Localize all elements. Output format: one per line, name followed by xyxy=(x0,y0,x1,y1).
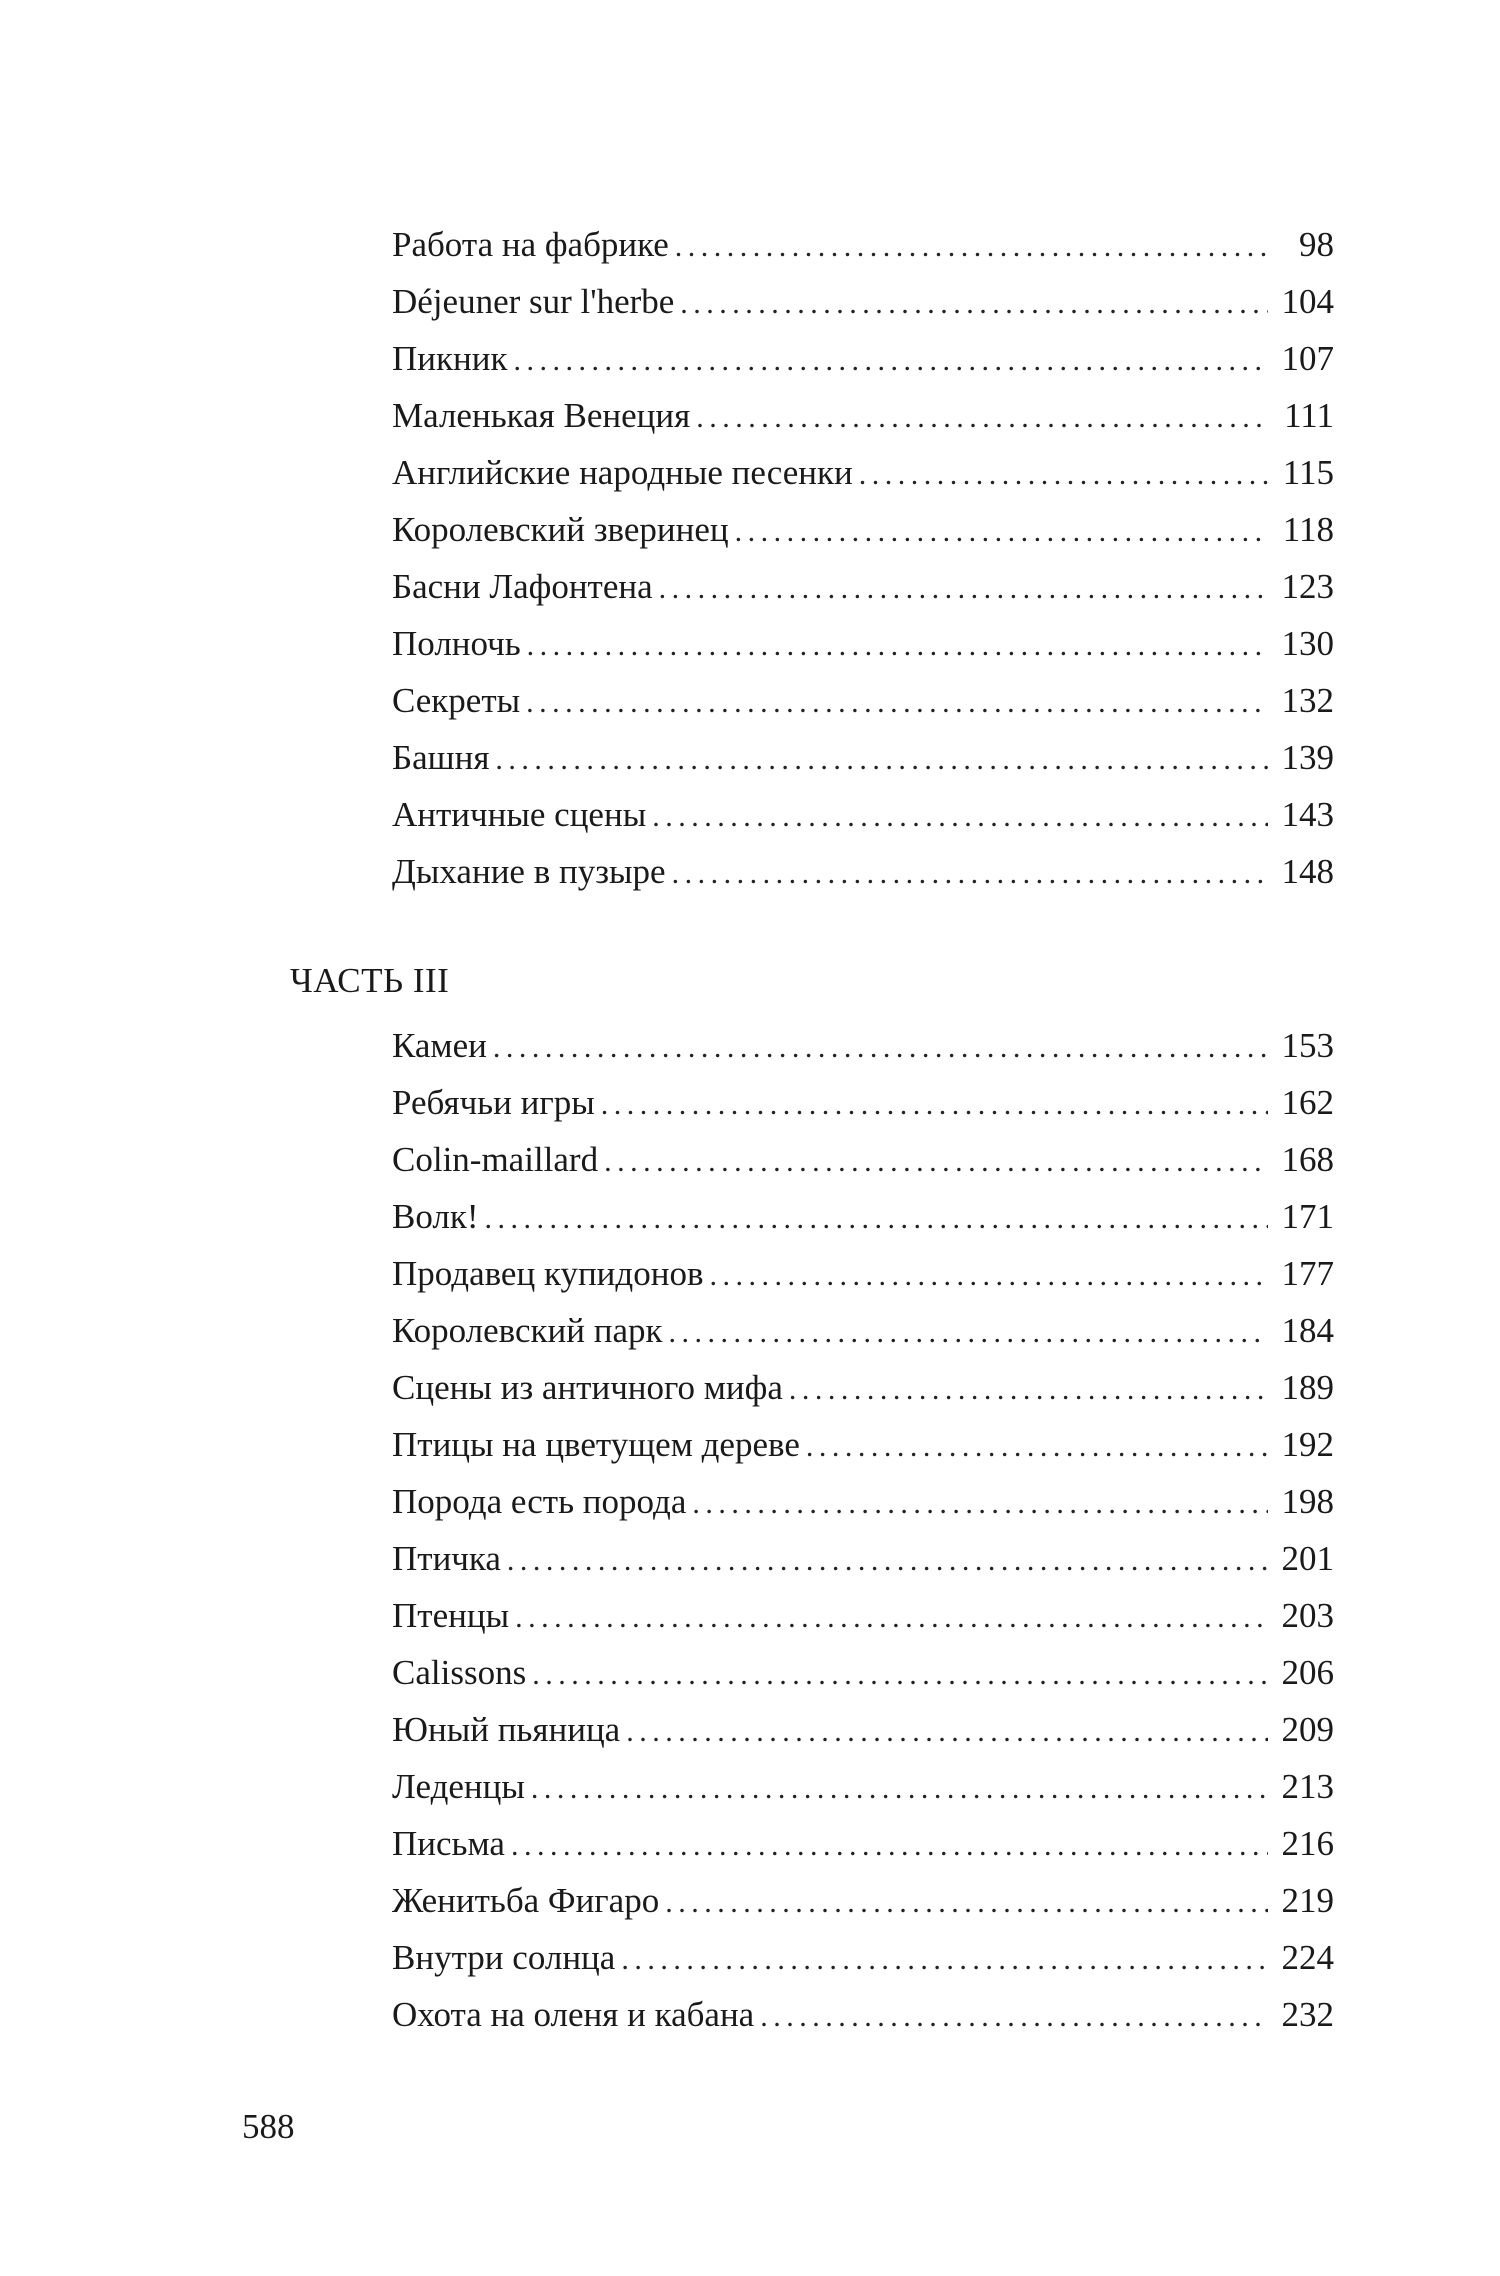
toc-entry xyxy=(392,1815,1334,1872)
dot-leader xyxy=(760,1988,1268,2045)
toc-entry xyxy=(392,1416,1334,1473)
toc-entry-title: Леденцы xyxy=(392,1767,525,1806)
toc-entry xyxy=(392,1131,1334,1188)
toc-entry-title: Птицы на цветущем дереве xyxy=(392,1425,800,1464)
toc-entry-page: 107 xyxy=(1281,339,1334,378)
dot-leader xyxy=(735,503,1268,560)
toc-entry-title: Продавец купидонов xyxy=(392,1254,704,1293)
dot-leader xyxy=(668,1304,1268,1361)
toc-entry-page: 219 xyxy=(1281,1881,1334,1920)
dot-leader xyxy=(859,446,1268,503)
dot-leader xyxy=(709,1247,1268,1304)
toc-entry xyxy=(392,1929,1334,1986)
toc-entry xyxy=(392,1074,1334,1131)
dot-leader xyxy=(621,1931,1268,1988)
toc-entry-page: 203 xyxy=(1281,1596,1334,1635)
toc-entry-page: 171 xyxy=(1281,1197,1334,1236)
toc-entry xyxy=(392,1872,1334,1929)
toc-entry xyxy=(392,216,1334,273)
toc-entry-page: 232 xyxy=(1281,1995,1334,2034)
toc-entry-title: Королевский зверинец xyxy=(392,510,729,549)
dot-leader xyxy=(675,218,1268,275)
toc-entry-title: Colin-maillard xyxy=(392,1140,599,1179)
toc-entry xyxy=(392,1359,1334,1416)
dot-leader xyxy=(672,845,1268,902)
toc-entry-page: 198 xyxy=(1281,1482,1334,1521)
toc-entry xyxy=(392,786,1334,843)
toc-entry-title: Английские народные песенки xyxy=(392,453,853,492)
dot-leader xyxy=(485,1190,1268,1247)
toc-entry xyxy=(392,615,1334,672)
toc-list-part-ii xyxy=(392,216,1334,900)
toc-entry-title: Женитьба Фигаро xyxy=(392,1881,660,1920)
toc-entry-page: 148 xyxy=(1281,852,1334,891)
dot-leader xyxy=(692,1475,1268,1532)
toc-entry-title: Déjeuner sur l'herbe xyxy=(392,282,675,321)
toc-entry-title: Камеи xyxy=(392,1026,487,1065)
toc-entry-title: Порода есть порода xyxy=(392,1482,687,1521)
toc-entry xyxy=(392,843,1334,900)
dot-leader xyxy=(515,1589,1268,1646)
toc-entry-title: Внутри солнца xyxy=(392,1938,616,1977)
toc-entry xyxy=(392,1644,1334,1701)
toc-entry xyxy=(392,672,1334,729)
page-number: 588 xyxy=(242,2107,295,2146)
toc-entry xyxy=(392,444,1334,501)
toc-entry xyxy=(392,1188,1334,1245)
toc-entry xyxy=(392,501,1334,558)
dot-leader xyxy=(511,1817,1268,1874)
dot-leader xyxy=(652,788,1268,845)
toc-entry-page: 177 xyxy=(1281,1254,1334,1293)
toc-entry-page: 118 xyxy=(1282,510,1334,549)
toc-entry-title: Маленькая Венеция xyxy=(392,396,691,435)
toc-entry-title: Охота на оленя и кабана xyxy=(392,1995,755,2034)
toc-entry-title: Басни Лафонтена xyxy=(392,567,653,606)
toc-list-part-iii xyxy=(392,1017,1334,2043)
toc-entry-title: Calissons xyxy=(392,1653,527,1692)
toc-entry-title: Башня xyxy=(392,738,490,777)
dot-leader xyxy=(665,1874,1268,1931)
part-heading: ЧАСТЬ III xyxy=(290,961,450,1000)
toc-entry-page: 216 xyxy=(1281,1824,1334,1863)
toc-entry-page: 209 xyxy=(1281,1710,1334,1749)
toc-entry xyxy=(392,558,1334,615)
dot-leader xyxy=(806,1418,1268,1475)
toc-entry-page: 130 xyxy=(1281,624,1334,663)
toc-entry-page: 143 xyxy=(1281,795,1334,834)
toc-entry-title: Полночь xyxy=(392,624,521,663)
toc-entry xyxy=(392,387,1334,444)
toc-entry-title: Секреты xyxy=(392,681,521,720)
toc-entry-title: Дыхание в пузыре xyxy=(392,852,666,891)
toc-entry-page: 213 xyxy=(1281,1767,1334,1806)
dot-leader xyxy=(532,1646,1268,1703)
dot-leader xyxy=(495,731,1268,788)
toc-entry-page: 162 xyxy=(1281,1083,1334,1122)
dot-leader xyxy=(680,275,1268,332)
toc-entry-page: 115 xyxy=(1282,453,1334,492)
dot-leader xyxy=(604,1133,1268,1190)
toc-entry xyxy=(392,1245,1334,1302)
toc-entry-page: 201 xyxy=(1281,1539,1334,1578)
toc-entry-page: 184 xyxy=(1281,1311,1334,1350)
dot-leader xyxy=(601,1076,1268,1133)
toc-entry-page: 132 xyxy=(1281,681,1334,720)
toc-entry-page: 224 xyxy=(1281,1938,1334,1977)
toc-entry-title: Ребячьи игры xyxy=(392,1083,595,1122)
dot-leader xyxy=(527,617,1268,674)
toc-entry xyxy=(392,1302,1334,1359)
toc-entry xyxy=(392,1986,1334,2043)
toc-entry-page: 139 xyxy=(1281,738,1334,777)
dot-leader xyxy=(531,1760,1268,1817)
toc-entry-title: Пикник xyxy=(392,339,508,378)
dot-leader xyxy=(626,1703,1268,1760)
toc-entry-title: Юный пьяница xyxy=(392,1710,621,1749)
dot-leader xyxy=(526,674,1268,731)
toc-entry xyxy=(392,273,1334,330)
toc-entry-page: 168 xyxy=(1281,1140,1334,1179)
toc-entry xyxy=(392,330,1334,387)
toc-entry xyxy=(392,1017,1334,1074)
dot-leader xyxy=(507,1532,1268,1589)
toc-entry-title: Сцены из античного мифа xyxy=(392,1368,783,1407)
toc-entry-page: 104 xyxy=(1281,282,1334,321)
toc-entry-title: Античные сцены xyxy=(392,795,647,834)
dot-leader xyxy=(493,1019,1268,1076)
toc-entry xyxy=(392,729,1334,786)
dot-leader xyxy=(659,560,1268,617)
toc-entry-page: 98 xyxy=(1299,225,1334,264)
toc-entry-page: 111 xyxy=(1284,396,1334,435)
toc-entry xyxy=(392,1587,1334,1644)
toc-entry xyxy=(392,1701,1334,1758)
dot-leader xyxy=(789,1361,1268,1418)
toc-entry xyxy=(392,1530,1334,1587)
toc-entry xyxy=(392,1758,1334,1815)
dot-leader xyxy=(696,389,1268,446)
toc-entry-title: Королевский парк xyxy=(392,1311,663,1350)
toc-entry-title: Птенцы xyxy=(392,1596,510,1635)
toc-entry-title: Письма xyxy=(392,1824,505,1863)
dot-leader xyxy=(513,332,1268,389)
toc-entry-page: 153 xyxy=(1281,1026,1334,1065)
toc-entry-page: 206 xyxy=(1281,1653,1334,1692)
toc-entry-page: 123 xyxy=(1281,567,1334,606)
toc-entry-title: Волк! xyxy=(392,1197,479,1236)
toc-entry-title: Работа на фабрике xyxy=(392,225,669,264)
toc-entry xyxy=(392,1473,1334,1530)
toc-entry-page: 189 xyxy=(1281,1368,1334,1407)
toc-entry-page: 192 xyxy=(1281,1425,1334,1464)
toc-entry-title: Птичка xyxy=(392,1539,501,1578)
